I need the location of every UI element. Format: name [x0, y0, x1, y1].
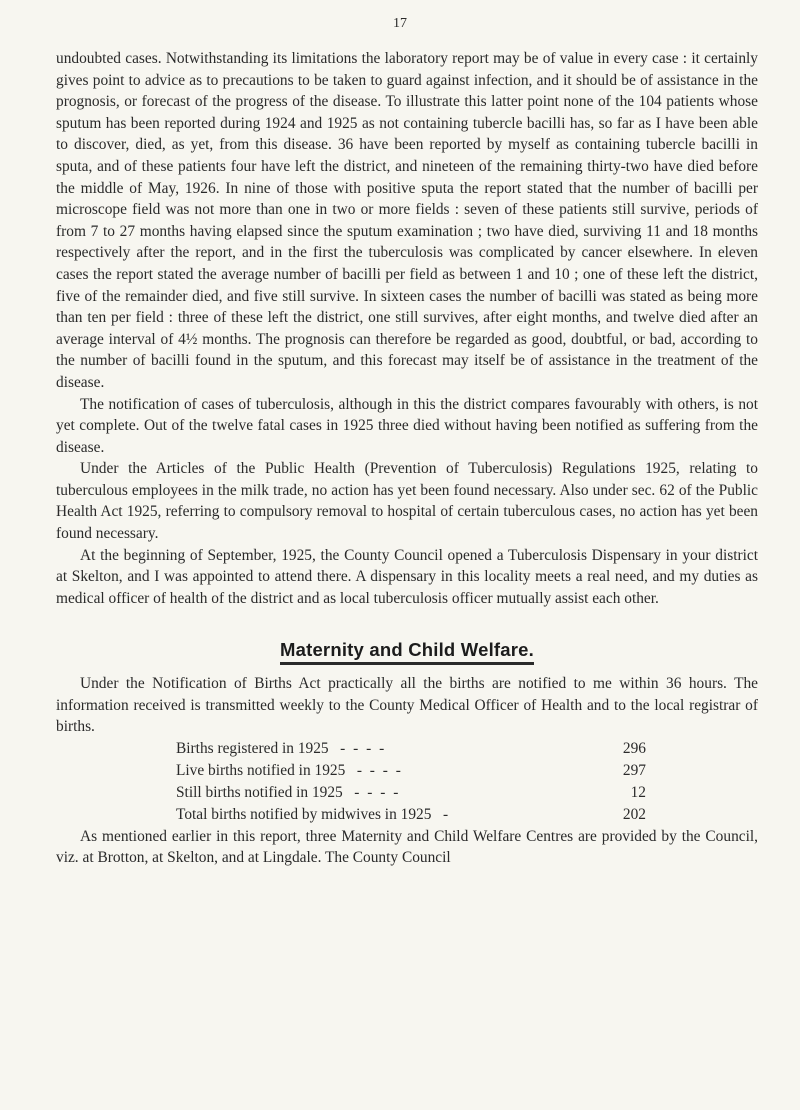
- paragraph-births-act: Under the Notification of Births Act practically all the births are notified to me within 36 hours. The information received is transmitted weekly to the County Medical Officer of Health and to the local registrar of births.: [56, 675, 758, 736]
- births-statistics-table: [176, 738, 646, 826]
- paragraph-sputum-prognosis: undoubted cases. Notwithstanding its limitations the laboratory report may be of value in every case : it certainly gives point to advice as to precautions to be taken to guard against infection, and it should be of assistance in the prognosis, or forecast of the progress of the disease. To illustrate this latter point none of the 104 patients whose sputum has been reported during 1924 and 1925 as not containing tubercle bacilli has, so far as I have been able to discover, died, as yet, from this disease. 36 have been reported by myself as containing tubercle bacilli in sputa, and of these patients four have left the district, and nineteen of the remaining thirty-two have died before the middle of May, 1926. In nine of those with positive sputa the report stated that the number of bacilli per microscope field was not more than one in two or more fields : seven of these patients still survive, periods of from 7 to 27 months having elapsed since the sputum examination ; two have died, surviving 11 and 18 months respectively after the report, and in the first the tuberculosis was complicated by cancer elsewhere. In eleven cases the report stated the average number of bacilli per field as between 1 and 10 ; one of these left the district, five of the remainder died, and five still survive. In sixteen cases the number of bacilli was stated as being more than ten per field : three of these left the district, one still survives, after eight months, and twelve died after an average interval of 4½ months. The prognosis can therefore be regarded as good, doubtful, or bad, according to the number of bacilli found in the sputum, and this forecast may itself be of assistance in the treatment of the disease.: [56, 50, 758, 391]
- table-row: [176, 782, 646, 804]
- paragraph-notification: The notification of cases of tuberculosis, although in this the district compares favourably with others, is not yet complete. Out of the twelve fatal cases in 1925 three died without having been notified as suffering from the disease.: [56, 395, 758, 456]
- section-heading: Maternity and Child Welfare.: [280, 639, 534, 665]
- stat-label: Total births notified by midwives in 1925 -: [176, 805, 451, 823]
- stat-value: 202: [622, 805, 646, 823]
- stat-label: Live births notified in 1925 - - - -: [176, 761, 403, 779]
- stat-label: Births registered in 1925 - - - -: [176, 739, 387, 757]
- paragraph-welfare-centres: As mentioned earlier in this report, three Maternity and Child Welfare Centres are provided by the Council, viz. at Brotton, at Skelton, and at Lingdale. The County Council: [56, 827, 758, 867]
- page-number: 17: [393, 16, 407, 31]
- table-row: [176, 804, 646, 826]
- stat-value: 296: [622, 739, 646, 757]
- document-body: [56, 48, 758, 869]
- table-row: [176, 738, 646, 760]
- table-row: [176, 760, 646, 782]
- paragraph-dispensary: At the beginning of September, 1925, the County Council opened a Tuberculosis Dispensary in your district at Skelton, and I was appointed to attend there. A dispensary in this locality meets a real need, and my duties as medical officer of health of the district and as local tuberculosis officer mutually assist each other.: [56, 546, 758, 607]
- stat-label: Still births notified in 1925 - - - -: [176, 783, 401, 801]
- section-heading-wrap: [56, 639, 758, 665]
- stat-value: 12: [630, 783, 646, 801]
- stat-value: 297: [622, 761, 646, 779]
- paragraph-regulations: Under the Articles of the Public Health (Prevention of Tuberculosis) Regulations 1925, relating to tuberculous employees in the milk trade, no action has yet been found necessary. Also under sec. 62 of the Public Health Act 1925, referring to compulsory removal to hospital of certain tuberculous cases, no action has yet been found necessary.: [56, 460, 758, 543]
